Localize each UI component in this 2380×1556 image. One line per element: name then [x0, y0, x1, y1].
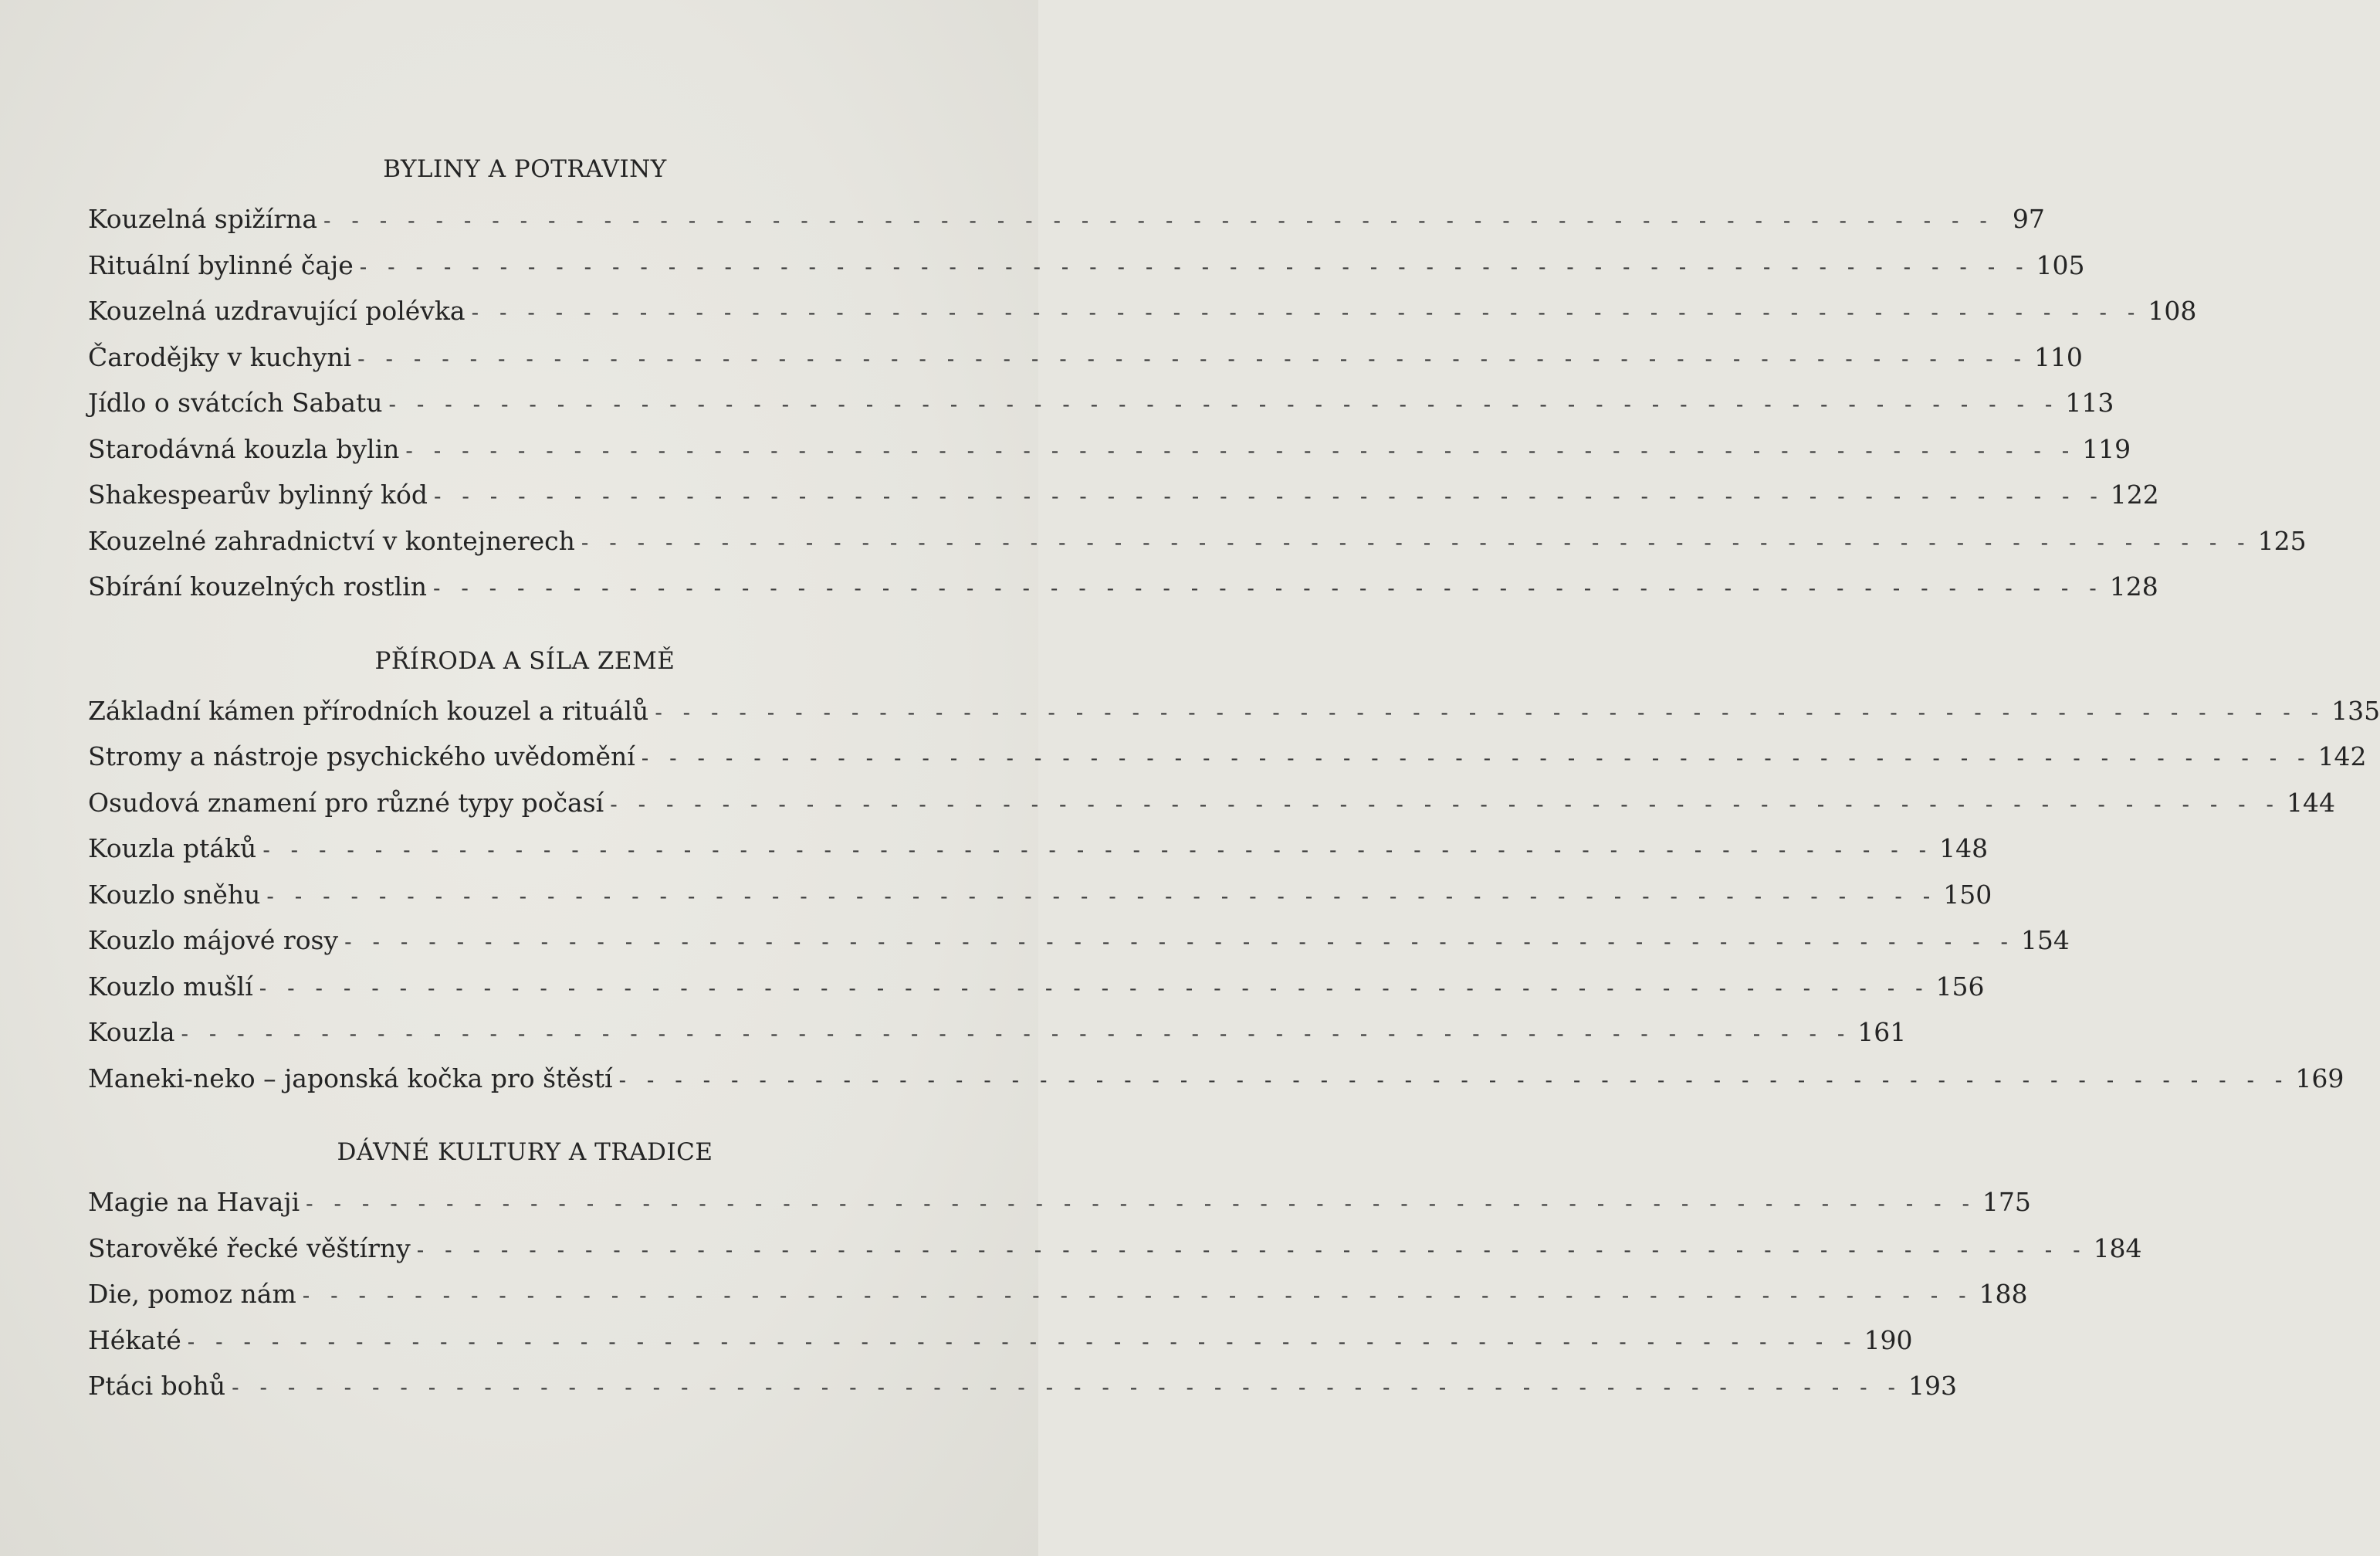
- entry-title: Stromy a nástroje psychického uvědomění: [88, 741, 635, 771]
- toc-entry: [88, 872, 1992, 918]
- dot-leader: - - - - - - - - - - - - - - - - - - - - - - - - - - - - - - - - - - - - - - - - - - - - - - - - - - - - - - - - - - - -: [323, 208, 1994, 233]
- entry-title: Ptáci bohů: [88, 1371, 226, 1401]
- page-number: 188: [1979, 1279, 2028, 1309]
- toc-entry: [88, 288, 2197, 334]
- dot-leader: - - - - - - - - - - - - - - - - - - - - - - - - - - - - - - - - - - - - - - - - - - - - - - - - - - - - - - - - - - - -: [232, 1375, 1902, 1400]
- page-number: 135: [2331, 695, 2380, 726]
- dot-leader: - - - - - - - - - - - - - - - - - - - - - - - - - - - - - - - - - - - - - - - - - - - - - - - - - - - - - - - - - - - -: [181, 1021, 1852, 1046]
- entry-title: Rituální bylinné čaje: [88, 249, 354, 280]
- toc-entry: [88, 426, 2131, 473]
- toc-entry: [88, 734, 2367, 780]
- entry-title: Kouzelná uzdravující polévka: [88, 296, 466, 326]
- dot-leader: - - - - - - - - - - - - - - - - - - - - - - - - - - - - - - - - - - - - - - - - - - - - - - - - - - - - - - - - - - - -: [434, 483, 2104, 509]
- dot-leader: - - - - - - - - - - - - - - - - - - - - - - - - - - - - - - - - - - - - - - - - - - - - - - - - - - - - - - - - - - - -: [187, 1328, 1858, 1354]
- entry-title: Hékaté: [88, 1324, 181, 1355]
- section-heading: BYLINY A POTRAVINY: [383, 155, 667, 183]
- dot-leader: - - - - - - - - - - - - - - - - - - - - - - - - - - - - - - - - - - - - - - - - - - - - - - - - - - - - - - - - - - - -: [357, 345, 2028, 371]
- entry-title: Základní kámen přírodních kouzel a rituálů: [88, 695, 649, 726]
- page-number: 128: [2109, 571, 2158, 602]
- entry-title: Kouzelné zahradnictví v kontejnerech: [88, 525, 575, 556]
- toc-entry: [88, 1271, 2028, 1317]
- entry-title: Kouzlo májové rosy: [88, 925, 339, 955]
- toc-entry: [88, 780, 2335, 826]
- page-number: 119: [2082, 433, 2131, 464]
- dot-leader: - - - - - - - - - - - - - - - - - - - - - - - - - - - - - - - - - - - - - - - - - - - - - - - - - - - - - - - - - - - -: [388, 392, 2060, 417]
- dot-leader: - - - - - - - - - - - - - - - - - - - - - - - - - - - - - - - - - - - - - - - - - - - - - - - - - - - - - - - - - - - -: [610, 791, 2280, 817]
- toc-entry: [88, 1056, 2344, 1102]
- page-number: 142: [2317, 741, 2367, 771]
- toc-entry: [88, 964, 1985, 1010]
- toc-entry: [88, 518, 2307, 564]
- toc-entry: [88, 917, 2070, 964]
- page-number: 184: [2093, 1232, 2142, 1263]
- section-heading: DÁVNÉ KULTURY A TRADICE: [337, 1138, 713, 1166]
- page-number: 108: [2148, 296, 2197, 326]
- entry-title: Jídlo o svátcích Sabatu: [88, 388, 383, 418]
- page-number: 97: [2012, 204, 2045, 234]
- toc-entry: [88, 1317, 1913, 1364]
- page-number: 193: [1908, 1371, 1957, 1401]
- page-number: 156: [1935, 971, 1985, 1002]
- toc-entry: [88, 1009, 1907, 1056]
- page-number: 175: [1982, 1187, 2031, 1217]
- entry-title: Osudová znamení pro různé typy počasí: [88, 787, 604, 818]
- page-number: 148: [1939, 833, 1989, 863]
- toc-entry: [88, 242, 2085, 289]
- entry-title: Die, pomoz nám: [88, 1279, 296, 1309]
- entry-title: Starověké řecké věštírny: [88, 1232, 411, 1263]
- dot-leader: - - - - - - - - - - - - - - - - - - - - - - - - - - - - - - - - - - - - - - - - - - - - - - - - - - - - - - - - - - - -: [581, 529, 2252, 555]
- dot-leader: - - - - - - - - - - - - - - - - - - - - - - - - - - - - - - - - - - - - - - - - - - - - - - - - - - - - - - - - - - - -: [302, 1283, 1973, 1308]
- entry-title: Maneki-neko – japonská kočka pro štěstí: [88, 1063, 613, 1093]
- toc-entry-list: [88, 688, 2380, 1102]
- dot-leader: - - - - - - - - - - - - - - - - - - - - - - - - - - - - - - - - - - - - - - - - - - - - - - - - - - - - - - - - - - - -: [432, 575, 2104, 601]
- page-number: 125: [2257, 525, 2307, 556]
- page-number: 161: [1857, 1017, 1907, 1047]
- toc-entry-list: [88, 196, 2307, 610]
- toc-section: [88, 1134, 2142, 1409]
- toc-entry: [88, 472, 2159, 518]
- toc-section: [88, 643, 2380, 1102]
- dot-leader: - - - - - - - - - - - - - - - - - - - - - - - - - - - - - - - - - - - - - - - - - - - - - - - - - - - - - - - - - - - -: [655, 699, 2326, 725]
- page-number: 113: [2065, 388, 2114, 418]
- page-number: 105: [2036, 249, 2085, 280]
- toc-section: [88, 151, 2307, 610]
- page-number: 144: [2287, 787, 2335, 818]
- entry-title: Čarodějky v kuchyni: [88, 341, 352, 372]
- dot-leader: - - - - - - - - - - - - - - - - - - - - - - - - - - - - - - - - - - - - - - - - - - - - - - - - - - - - - - - - - - - -: [306, 1191, 1976, 1216]
- toc-entry-list: [88, 1179, 2142, 1409]
- entry-title: Shakespearův bylinný kód: [88, 480, 428, 510]
- dot-leader: - - - - - - - - - - - - - - - - - - - - - - - - - - - - - - - - - - - - - - - - - - - - - - - - - - - - - - - - - - - -: [262, 837, 1934, 863]
- dot-leader: - - - - - - - - - - - - - - - - - - - - - - - - - - - - - - - - - - - - - - - - - - - - - - - - - - - - - - - - - - - -: [641, 745, 2312, 771]
- entry-title: Starodávná kouzla bylin: [88, 433, 400, 464]
- entry-title: Kouzla: [88, 1017, 175, 1047]
- page-number: 122: [2110, 480, 2159, 510]
- toc-entry: [88, 1179, 2031, 1225]
- page-number: 190: [1864, 1324, 1913, 1355]
- page-number: 169: [2295, 1063, 2344, 1093]
- entry-title: Kouzlo mušlí: [88, 971, 253, 1002]
- dot-leader: - - - - - - - - - - - - - - - - - - - - - - - - - - - - - - - - - - - - - - - - - - - - - - - - - - - - - - - - - - - -: [266, 883, 1938, 909]
- toc-entry: [88, 1363, 1957, 1409]
- entry-title: Kouzelná spižírna: [88, 204, 318, 234]
- toc-entry: [88, 688, 2380, 734]
- toc-entry: [88, 564, 2158, 610]
- table-of-contents: [88, 151, 2380, 1409]
- page-number: 154: [2020, 925, 2070, 955]
- page-number: 150: [1943, 879, 1992, 910]
- entry-title: Kouzlo sněhu: [88, 879, 261, 910]
- toc-entry: [88, 196, 2045, 242]
- section-heading: PŘÍRODA A SÍLA ZEMĚ: [374, 646, 675, 675]
- dot-leader: - - - - - - - - - - - - - - - - - - - - - - - - - - - - - - - - - - - - - - - - - - - - - - - - - - - - - - - - - - - -: [405, 437, 2077, 463]
- toc-entry: [88, 1225, 2142, 1272]
- dot-leader: - - - - - - - - - - - - - - - - - - - - - - - - - - - - - - - - - - - - - - - - - - - - - - - - - - - - - - - - - - - -: [471, 300, 2142, 325]
- toc-entry: [88, 334, 2083, 381]
- toc-entry: [88, 380, 2114, 426]
- entry-title: Kouzla ptáků: [88, 833, 257, 863]
- dot-leader: - - - - - - - - - - - - - - - - - - - - - - - - - - - - - - - - - - - - - - - - - - - - - - - - - - - - - - - - - - - -: [416, 1236, 2087, 1263]
- entry-title: Magie na Havaji: [88, 1187, 300, 1217]
- toc-entry: [88, 825, 1989, 872]
- page-number: 110: [2033, 341, 2083, 372]
- dot-leader: - - - - - - - - - - - - - - - - - - - - - - - - - - - - - - - - - - - - - - - - - - - - - - - - - - - - - - - - - - - -: [259, 975, 1930, 1001]
- dot-leader: - - - - - - - - - - - - - - - - - - - - - - - - - - - - - - - - - - - - - - - - - - - - - - - - - - - - - - - - - - - -: [618, 1066, 2290, 1093]
- dot-leader: - - - - - - - - - - - - - - - - - - - - - - - - - - - - - - - - - - - - - - - - - - - - - - - - - - - - - - - - - - - -: [344, 929, 2015, 954]
- entry-title: Sbírání kouzelných rostlin: [88, 571, 427, 602]
- dot-leader: - - - - - - - - - - - - - - - - - - - - - - - - - - - - - - - - - - - - - - - - - - - - - - - - - - - - - - - - - - - -: [359, 253, 2030, 280]
